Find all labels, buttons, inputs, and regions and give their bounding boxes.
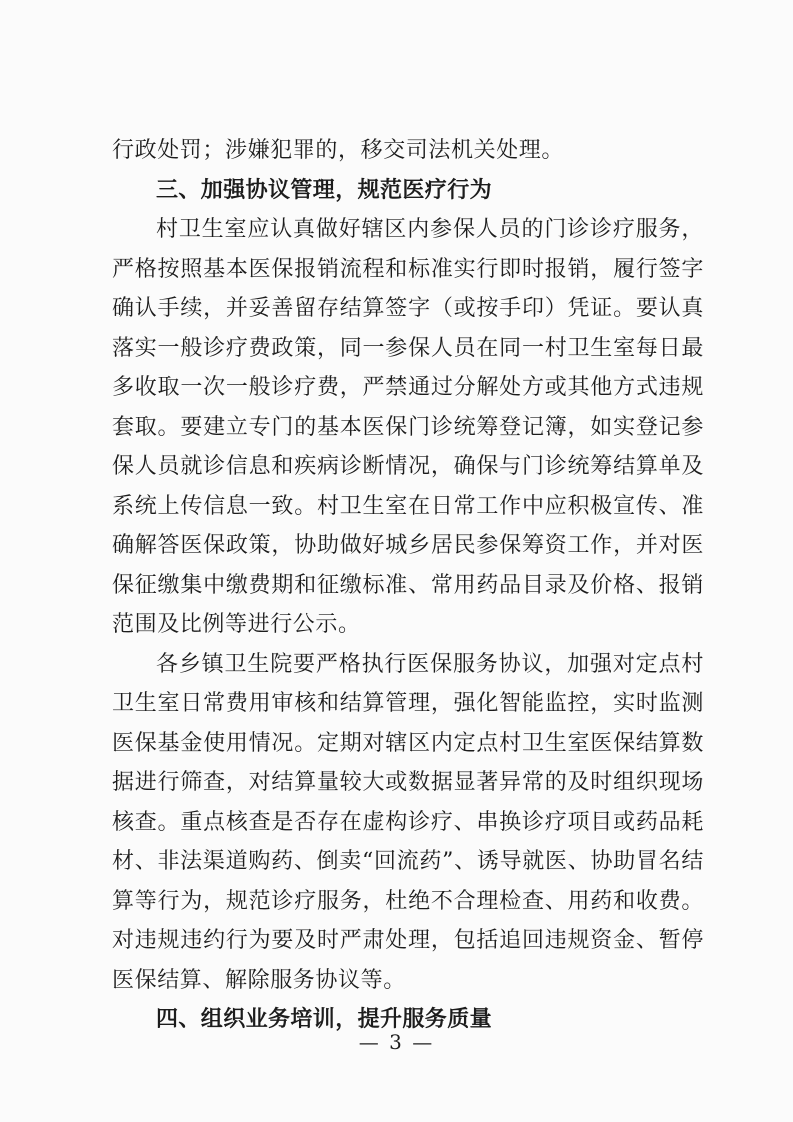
paragraph-continuation: 行政处罚；涉嫌犯罪的，移交司法机关处理。 <box>112 138 565 163</box>
page-number: — 3 — <box>358 1030 435 1054</box>
document-body <box>112 131 704 1040</box>
paragraph-township-hospital: 各乡镇卫生院要严格执行医保服务协议，加强对定点村卫生室日常费用审核和结算管理，强化智能监控，实时监测医保基金使用情况。定期对辖区内定点村卫生室医保结算数据进行筛查，对结算量较大或数据显著异常的及时组织现场核查。重点核查是否存在虚构诊疗、串换诊疗项目或药品耗材、非法渠道购药、倒卖“回流药”、诱导就医、协助冒名结算等行为，规范诊疗服务，杜绝不合理检查、用药和收费。对违规违约行为要及时严肃处理，包括追回违规资金、暂停医保结算、解除服务协议等。 <box>112 651 704 993</box>
section-heading-3: 三、加强协议管理，规范医疗行为 <box>156 177 493 203</box>
paragraph-village-clinic: 村卫生室应认真做好辖区内参保人员的门诊诊疗服务，严格按照基本医保报销流程和标准实行即时报销，履行签字确认手续，并妥善留存结算签字（或按手印）凭证。要认真落实一般诊疗费政策，同一参保人员在同一村卫生室每日最多收取一次一般诊疗费，严禁通过分解处方或其他方式违规套取。要建立专门的基本医保门诊统筹登记簿，如实登记参保人员就诊信息和疾病诊断情况，确保与门诊统筹结算单及系统上传信息一致。村卫生室在日常工作中应积极宣传、准确解答医保政策，协助做好城乡居民参保筹资工作，并对医保征缴集中缴费期和征缴标准、常用药品目录及价格、报销范围及比例等进行公示。 <box>112 217 704 637</box>
section-heading-4: 四、组织业务培训，提升服务质量 <box>156 1007 493 1032</box>
